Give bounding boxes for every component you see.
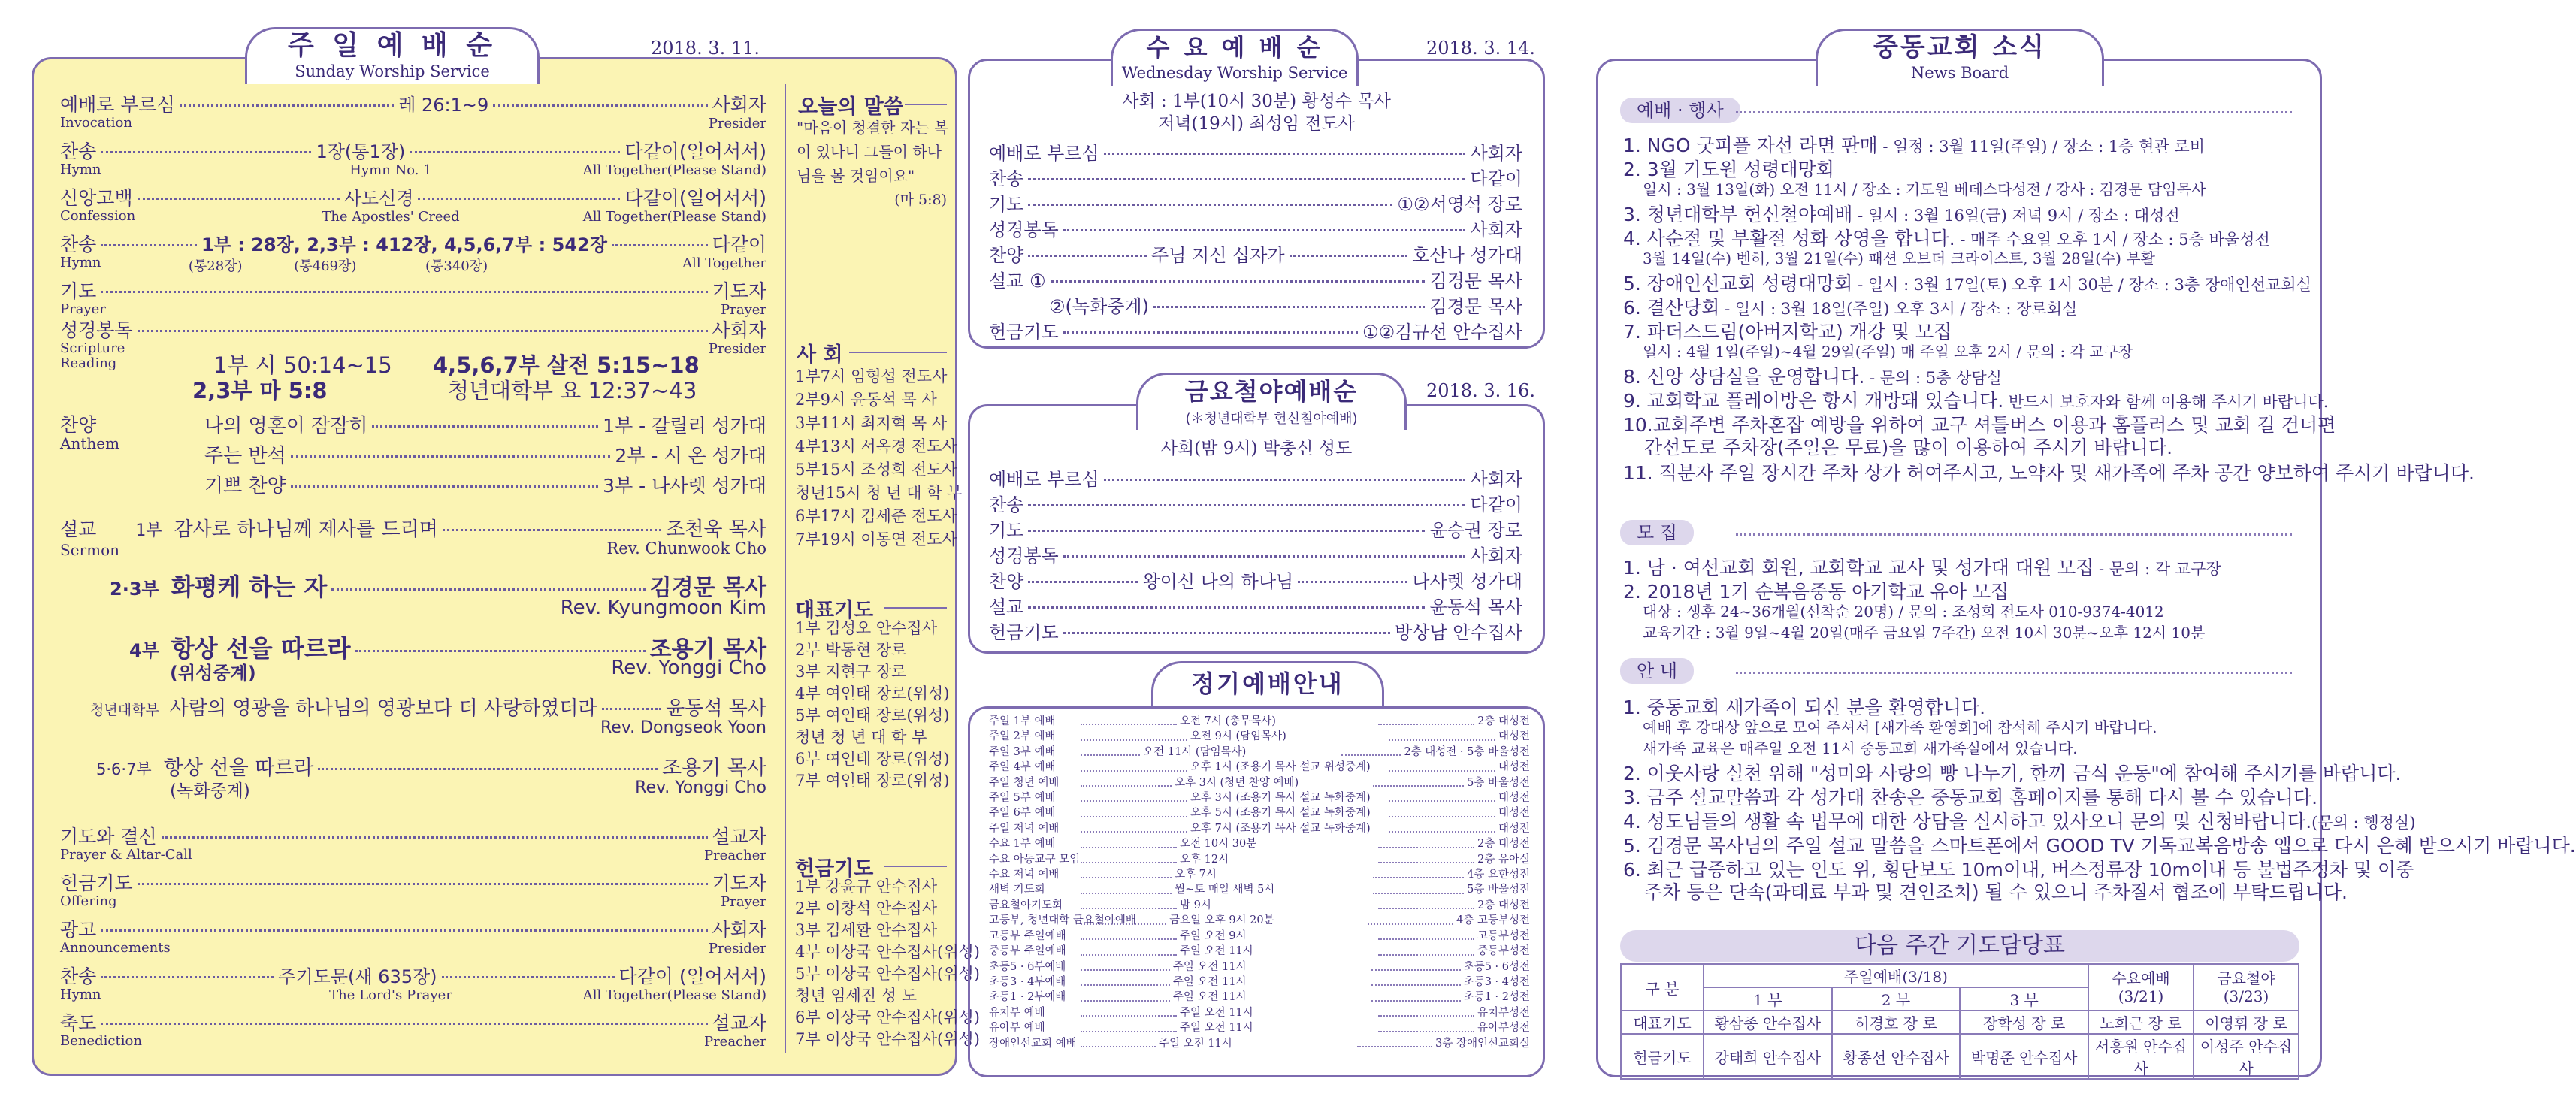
news-item: 5. 김경문 목사님의 주일 설교 말씀을 스마트폰에서 GOOD TV 기독교복음방송 앱으로 다시 은혜 받으시기 바랍니다.	[1623, 835, 2576, 857]
sermon-5-note: (녹화중계)	[170, 781, 250, 801]
regular-title-tab	[1151, 661, 1384, 706]
service-row: 기도 윤승권 장로	[989, 520, 1522, 541]
list-item: 6부 여인태 장로(위성)	[795, 750, 950, 768]
schedule-row: 주일 5부 예배 오후 3시 (조용기 목사 설교 녹화중계) 대성전	[989, 790, 1530, 805]
sunday-title-tab	[245, 27, 540, 84]
service-row: 성경봉독 사회자	[989, 545, 1522, 567]
schedule-row: 초등5 · 6부예배 주일 오전 11시 초등5 · 6성전	[989, 959, 1530, 975]
sermon-2-en: Rev. Kyungmoon Kim	[560, 597, 766, 619]
presiders-heading: 사 회	[797, 343, 843, 367]
rep-prayer-heading: 대표기도	[795, 599, 874, 622]
schedule-row: 초등3 · 4부예배 주일 오전 11시 초등3 · 4성전	[989, 975, 1530, 990]
sunday-row: 찬송 1부 : 28장, 2,3부 : 412장, 4,5,6,7부 : 542장 다같이	[60, 234, 767, 255]
list-item: 1부7시 임형섭 전도사	[795, 367, 948, 385]
schedule-row: 주일 6부 예배 오후 5시 (조용기 목사 설교 녹화중계) 대성전	[989, 805, 1530, 820]
friday-info: 사회(밤 9시) 박충신 성도	[1160, 439, 1353, 458]
news-subtitle: News Board	[1910, 64, 2009, 82]
row-label-en: Invocation	[60, 115, 132, 131]
col-part-2: 2 부	[1832, 987, 1961, 1011]
service-row: 찬양 주님 지신 십자가 호산나 성가대	[989, 245, 1522, 266]
prayer-table	[1620, 963, 2299, 1080]
news-item: 6. 최근 급증하고 있는 인도 위, 횡단보도 10m이내, 버스정류장 10m이내 등 불법주정차 및 이중	[1623, 859, 2414, 881]
wednesday-date: 2018. 3. 14.	[1426, 38, 1536, 59]
list-item: 2부 이창석 안수집사	[795, 899, 937, 917]
sermon-1-en: Rev. Chunwook Cho	[606, 539, 766, 558]
friday-title: 금요철야예배순	[1184, 377, 1359, 406]
row-label-en: Confession	[60, 208, 136, 224]
list-item: 청년15시 청 년 대 학 부	[795, 484, 963, 502]
schedule-row: 수요 아동교구 모임 오후 12시 2층 유아실	[989, 852, 1530, 867]
list-item: 2부 박동현 장로	[795, 641, 907, 659]
service-row: 예배로 부르심 사회자	[989, 143, 1522, 164]
row-label-en: Offering	[60, 893, 117, 909]
offering-prayer-heading: 헌금기도	[795, 857, 874, 881]
news-item: 11. 직분자 주일 장시간 주차 상가 허여주시고, 노약자 및 새가족에 주차 공간 양보하여 주시기 바랍니다.	[1623, 462, 2475, 484]
sermon-row-3: 4부 항상 선을 따르라 조용기 목사	[129, 634, 766, 663]
row-label-en: Hymn	[60, 987, 101, 1002]
schedule-row: 주일 1부 예배 오전 7시 (총무목사) 2층 대성전	[989, 714, 1530, 729]
sunday-row: 광고 사회자	[60, 919, 766, 941]
schedule-row: 유치부 예배 주일 오전 11시 유치부성전	[989, 1005, 1530, 1020]
news-item: 3. 청년대학부 헌신철야예배 - 일시 : 3월 16일(금) 저녁 9시 / 장소 : 대성전	[1623, 204, 2180, 225]
service-row: 찬송 다같이	[989, 494, 1522, 515]
list-item: 3부 지현구 장로	[795, 663, 907, 681]
list-item: 청년 청 년 대 학 부	[795, 728, 927, 746]
today-word-text: "마음이 청결한 자는 복 이 있나니 그들이 하나 님을 볼 것임이요" (마 5:8)	[797, 119, 949, 208]
list-item: 청년 임세진 성 도	[795, 987, 918, 1005]
regular-title: 정기예배안내	[1191, 669, 1344, 698]
prayer-table-title: 다음 주간 기도담당표	[1620, 930, 2299, 962]
list-item: 5부 이상국 안수집사(위성)	[795, 965, 980, 983]
news-title: 중동교회 소식	[1873, 32, 2046, 62]
sunday-row: 성경봉독 사회자	[60, 319, 766, 341]
sunday-date: 2018. 3. 11.	[651, 38, 760, 59]
news-item: 2. 2018년 1기 순복음중동 아기학교 유아 모집	[1623, 581, 2009, 603]
reading-1: 1부 시 50:14~15	[213, 352, 392, 378]
sunday-row: 찬송 1장(통1장) 다같이(일어서서)	[60, 141, 767, 162]
schedule-row: 초등1 · 2부예배 주일 오전 11시 초등1 · 2성전	[989, 990, 1530, 1005]
rep-prayer-list	[795, 618, 949, 792]
anthem-row: 주는 반석 2부 - 시 온 성가대	[204, 445, 766, 467]
service-row: 헌금기도 방상남 안수집사	[989, 622, 1522, 643]
news-item: 2. 3월 기도원 성령대망회	[1623, 159, 1834, 180]
list-item: 2부9시 윤동석 목 사	[795, 391, 937, 409]
section-notice-pill: 안 내	[1620, 658, 1694, 684]
anthem-row: 기쁘 찬양 3부 - 나사렛 성가대	[204, 475, 766, 497]
sunday-row: 헌금기도 기도자	[60, 872, 766, 894]
sunday-row: 신앙고백 사도신경 다같이(일어서서)	[60, 187, 767, 209]
table-row: 대표기도 황삼종 안수집사 허경호 장 로 장학성 장 로 노희근 장 로 이영휘 장 로	[1621, 1011, 2299, 1034]
sermon-row-2: 2·3부 화평케 하는 자 김경문 목사	[110, 573, 766, 601]
schedule-row: 유아부 예배 주일 오전 11시 유아부성전	[989, 1020, 1530, 1035]
sermon-3-en: Rev. Yonggi Cho	[611, 657, 766, 679]
service-row: 기도 ①②서영석 장로	[989, 194, 1522, 215]
row-label-en: Hymn	[60, 162, 101, 177]
friday-title-tab	[1136, 373, 1407, 430]
regular-schedule-list	[989, 714, 1530, 1051]
col-part-3: 3 부	[1960, 987, 2088, 1011]
news-item: 1. NGO 굿피플 자선 라면 판매 - 일정 : 3월 11일(주일) / 장소 : 1층 현관 로비	[1623, 134, 2205, 156]
sermon-5-en: Rev. Yonggi Cho	[635, 778, 766, 797]
row-label-en: Announcements	[60, 940, 171, 956]
service-row: ②(녹화중계) 김경문 목사	[1049, 296, 1522, 317]
service-row: 찬송 다같이	[989, 168, 1522, 189]
schedule-row: 금요철야기도회 밤 9시 2층 대성전	[989, 898, 1530, 913]
section-recruit-pill: 모 집	[1620, 520, 1694, 545]
list-item: 5부 여인태 장로(위성)	[795, 706, 950, 724]
schedule-row: 수요 저녁 예배 오후 7시 4층 요한성전	[989, 867, 1530, 882]
list-item: 1부 김성오 안수집사	[795, 619, 937, 637]
sunday-row: 예배로 부르심 레 26:1~9 사회자	[60, 94, 766, 116]
service-row: 헌금기도 ①②김규선 안수집사	[989, 322, 1522, 343]
col-friday: 금요철야 (3/23)	[2194, 964, 2299, 1011]
news-item: 5. 장애인선교회 성령대망회 - 일시 : 3월 17일(토) 오후 1시 30분 / 장소 : 3층 장애인선교회실	[1623, 273, 2311, 295]
sunday-subtitle: Sunday Worship Service	[295, 62, 490, 80]
service-row: 예배로 부르심 사회자	[989, 469, 1522, 490]
sunday-row: 축도 설교자	[60, 1012, 766, 1034]
list-item: 7부19시 이동연 전도사	[795, 530, 957, 548]
sermon-3-note: (위성중계)	[170, 663, 256, 684]
schedule-row: 주일 저녁 예배 오후 7시 (조용기 목사 설교 녹화중계) 대성전	[989, 821, 1530, 836]
news-item: 2. 이웃사랑 실천 위해 "성미와 사랑의 빵 나누기, 한끼 금식 운동"에 참여해 주시기를 바랍니다.	[1623, 763, 2402, 784]
row-label-en: Prayer & Altar-Call	[60, 847, 192, 863]
schedule-row: 고등부 주일예배 주일 오전 9시 고등부성전	[989, 929, 1530, 944]
schedule-row: 중등부 주일예배 주일 오전 11시 중등부성전	[989, 944, 1530, 959]
col-wednesday: 수요예배 (3/21)	[2088, 964, 2194, 1011]
row-label-en: Prayer	[60, 301, 106, 317]
table-row: 헌금기도 강태희 안수집사 황종선 안수집사 박명준 안수집사 서흥원 안수집사 이성주 안수집사	[1621, 1034, 2299, 1079]
list-item: 6부 이상국 안수집사(위성)	[795, 1008, 980, 1026]
col-sunday: 주일예배(3/18)	[1704, 964, 2088, 987]
section-events-pill: 예배 · 행사	[1620, 98, 1740, 123]
news-item: 1. 중동교회 새가족이 되신 분을 환영합니다.	[1623, 697, 1986, 718]
row-label-en: Anthem	[60, 434, 120, 452]
wednesday-title-tab	[1111, 29, 1359, 86]
news-title-tab	[1816, 29, 2104, 86]
reading-3: 2,3부 마 5:8	[192, 378, 328, 403]
sunday-row: 기도와 결신 설교자	[60, 826, 766, 848]
news-item: 9. 교회학교 플레이방은 항시 개방돼 있습니다. 반드시 보호자와 함께 이용해 주시기 바랍니다.	[1623, 390, 2329, 412]
sermon-4-en: Rev. Dongseok Yoon	[600, 718, 766, 737]
sunday-row: 기도 기도자	[60, 280, 766, 302]
sermon-en-label: Sermon	[60, 541, 119, 559]
col-part-1: 1 부	[1704, 987, 1832, 1011]
schedule-row: 수요 1부 예배 오전 10시 30분 2층 대성전	[989, 836, 1530, 851]
schedule-row: 장애인선교회 예배 주일 오전 11시 3층 장애인선교회실	[989, 1036, 1530, 1051]
service-row: 찬양 왕이신 나의 하나님 나사렛 성가대	[989, 571, 1522, 592]
news-item: 8. 신앙 상담실을 운영합니다. - 문의 : 5층 상담실	[1623, 366, 2002, 388]
col-gubun: 구 분	[1621, 964, 1704, 1011]
list-item: 5부15시 조성희 전도사	[795, 461, 957, 479]
schedule-row: 주일 청년 예배 오후 3시 (청년 찬양 예배) 5층 바울성전	[989, 775, 1530, 790]
offering-prayer-list	[795, 876, 980, 1050]
news-item: 6. 결산당회 - 일시 : 3월 18일(주일) 오후 3시 / 장소 : 장로회실	[1623, 297, 2078, 319]
reading-4: 청년대학부 요 12:37~43	[448, 378, 697, 403]
service-row: 설교 ① 김경문 목사	[989, 270, 1522, 292]
list-item: 4부13시 서옥경 전도사	[795, 437, 957, 455]
list-item: 7부 이상국 안수집사(위성)	[795, 1030, 980, 1048]
news-item: 1. 남 · 여선교회 회원, 교회학교 교사 및 성가대 대원 모집 - 문의 : 각 교구장	[1623, 557, 2221, 579]
anthem-row: 나의 영혼이 잠잠히 1부 - 갈릴리 성가대	[204, 415, 766, 437]
row-label: 찬양	[60, 414, 97, 436]
schedule-row: 새벽 기도회 월~토 매일 새벽 5시 5층 바울성전	[989, 882, 1530, 897]
row-label-en: Scripture Reading	[60, 340, 125, 371]
list-item: 4부 여인태 장로(위성)	[795, 684, 950, 703]
list-item: 3부 김세환 안수집사	[795, 921, 937, 939]
wednesday-info: 사회 : 1부(10시 30분) 황성수 목사 저녁(19시) 최성임 전도사	[1122, 92, 1391, 134]
news-item: 7. 파더스드림(아버지학교) 개강 및 모집	[1623, 321, 1952, 343]
row-label-en: Benediction	[60, 1033, 142, 1049]
news-item: 3. 금주 설교말씀과 각 성가대 찬송은 중동교회 홈페이지를 통해 다시 볼 수 있습니다.	[1623, 787, 2318, 808]
news-item: 4. 사순절 및 부활절 성화 상영을 합니다. - 매주 수요일 오후 1시 / 장소 : 5층 바울성전	[1623, 228, 2270, 249]
list-item: 4부 이상국 안수집사(위성)	[795, 943, 980, 961]
service-row: 성경봉독 사회자	[989, 219, 1522, 240]
wednesday-subtitle: Wednesday Worship Service	[1121, 64, 1348, 82]
row-label-en: Hymn	[60, 255, 101, 270]
wednesday-title: 수 요 예 배 순	[1146, 33, 1323, 62]
sunday-column-divider	[785, 84, 786, 1053]
schedule-row: 고등부, 청년대학 금요철야예배 금요일 오후 9시 20분 4층 고등부성전	[989, 913, 1530, 928]
reading-2: 4,5,6,7부 살전 5:15~18	[433, 352, 700, 378]
list-item: 7부 여인태 장로(위성)	[795, 772, 950, 790]
friday-subtitle: (＊청년대학부 헌신철야예배)	[1185, 411, 1358, 427]
friday-date: 2018. 3. 16.	[1426, 380, 1536, 401]
schedule-row: 주일 2부 예배 오전 9시 (담임목사) 대성전	[989, 729, 1530, 744]
sermon-row-4: 청년대학부 사람의 영광을 하나님의 영광보다 더 사랑하였더라 윤동석 목사	[90, 697, 766, 720]
service-row: 설교 윤동석 목사	[989, 597, 1522, 618]
presiders-list	[795, 365, 962, 551]
sunday-row: 찬송 주기도문(새 635장) 다같이 (일어서서)	[60, 965, 767, 987]
list-item: 3부11시 최지혁 목 사	[795, 414, 948, 432]
sermon-row-1: 설교 1부 감사로 하나님께 제사를 드리며 조천욱 목사	[60, 518, 766, 541]
schedule-row: 주일 3부 예배 오전 11시 (담임목사) 2층 대성전 · 5층 바울성전	[989, 745, 1530, 760]
news-item: 4. 성도님들의 생활 속 법무에 대한 상담을 실시하고 있사오니 문의 및 신청바랍니다.(문의 : 행정실)	[1623, 811, 2416, 833]
sermon-row-5: 5·6·7부 항상 선을 따르라 조용기 목사	[96, 757, 766, 780]
list-item: 6부17시 김세준 전도사	[795, 507, 957, 525]
schedule-row: 주일 4부 예배 오후 1시 (조용기 목사 설교 위성중계) 대성전	[989, 760, 1530, 775]
today-word-heading: 오늘의 말씀	[798, 95, 903, 119]
list-item: 1부 강윤규 안수집사	[795, 878, 937, 896]
news-item: 10.교회주변 주차혼잡 예방을 위하여 교구 셔틀버스 이용과 홈플러스 및 교회 길 건너편	[1623, 414, 2336, 436]
sunday-title: 주 일 예 배 순	[287, 30, 497, 61]
